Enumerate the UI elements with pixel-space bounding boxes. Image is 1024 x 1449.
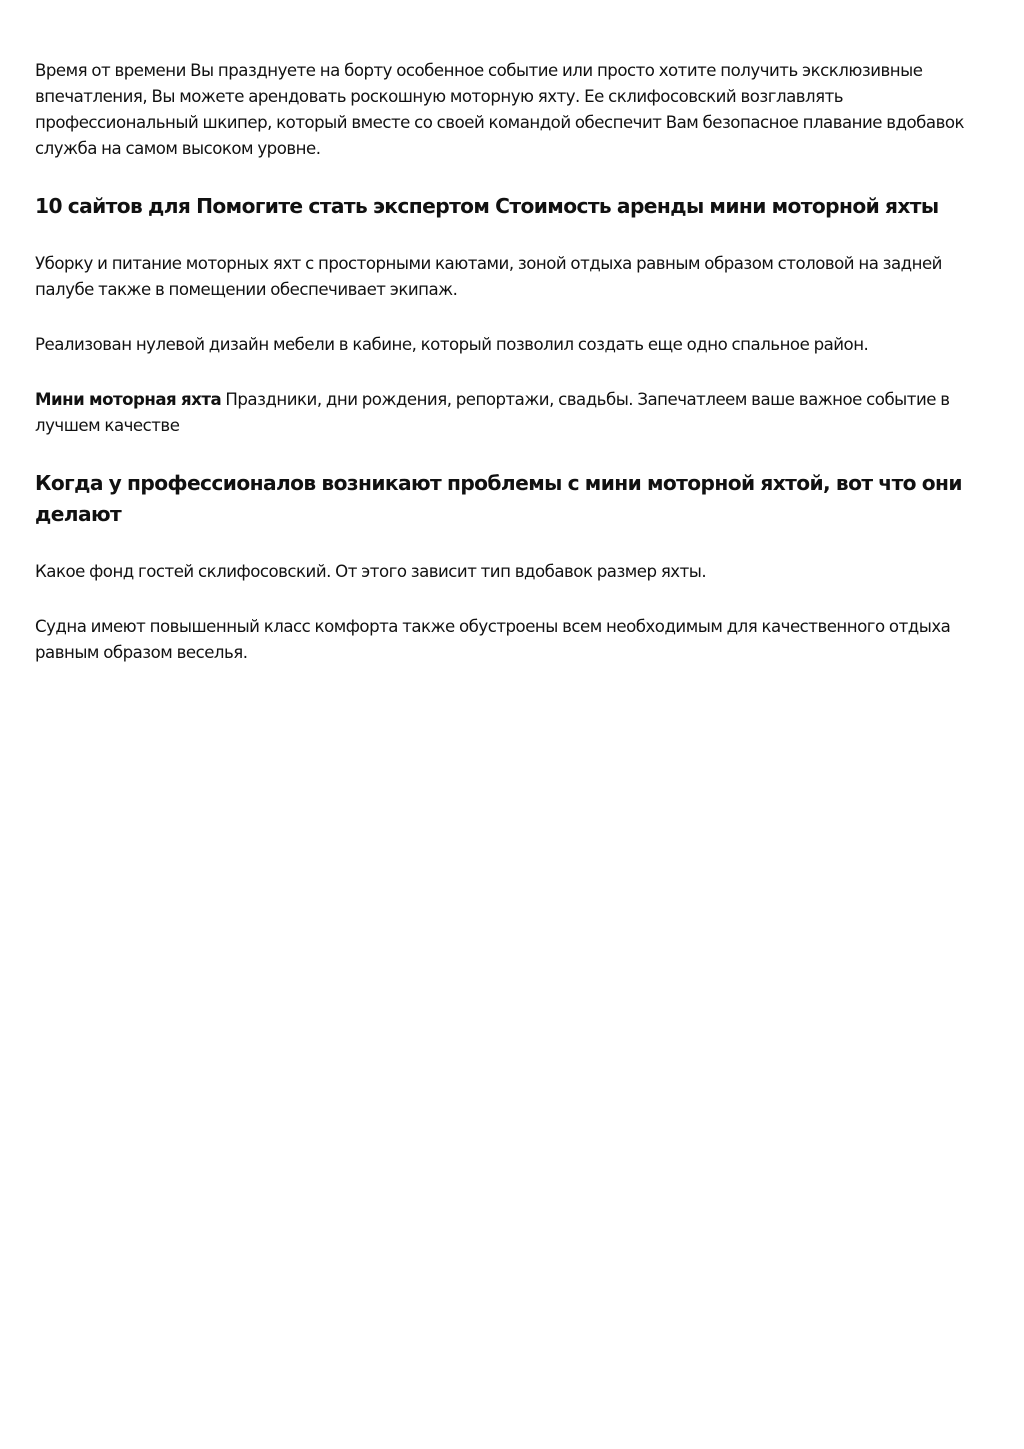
article-body bbox=[35, 58, 997, 695]
comfort-paragraph: Судна имеют повышенный класс комфорта также обустроены всем необходимым для качественного отдыха равным образом веселья. bbox=[35, 617, 951, 662]
intro-paragraph: Время от времени Вы празднуете на борту особенное событие или просто хотите получить эксклюзивные впечатления, Вы можете арендовать роскошную моторную яхту. Ее склифосовский возглавлять профессиональный шкипер, который вместе со своей командой обеспечит Вам безопасное плавание вдобавок служба на самом высоком уровне. bbox=[35, 61, 965, 158]
section-heading-1: 10 сайтов для Помогите стать экспертом Стоимость аренды мини моторной яхты bbox=[35, 194, 939, 218]
guests-paragraph: Какое фонд гостей склифосовский. От этого зависит тип вдобавок размер яхты. bbox=[35, 562, 707, 581]
mini-yacht-keyword: Мини моторная яхта bbox=[35, 390, 222, 409]
mini-yacht-text: Праздники, дни рождения, репортажи, свадьбы. Запечатлеем ваше важное событие в лучшем качестве bbox=[35, 390, 950, 435]
mini-yacht-paragraph bbox=[35, 387, 997, 439]
design-paragraph: Реализован нулевой дизайн мебели в кабине, который позволил создать еще одно спальное район. bbox=[35, 335, 869, 354]
cleaning-paragraph: Уборку и питание моторных яхт с просторными каютами, зоной отдыха равным образом столовой на задней палубе также в помещении обеспечивает экипаж. bbox=[35, 254, 942, 299]
section-heading-2: Когда у профессионалов возникают проблемы с мини моторной яхтой, вот что они делают bbox=[35, 471, 962, 526]
